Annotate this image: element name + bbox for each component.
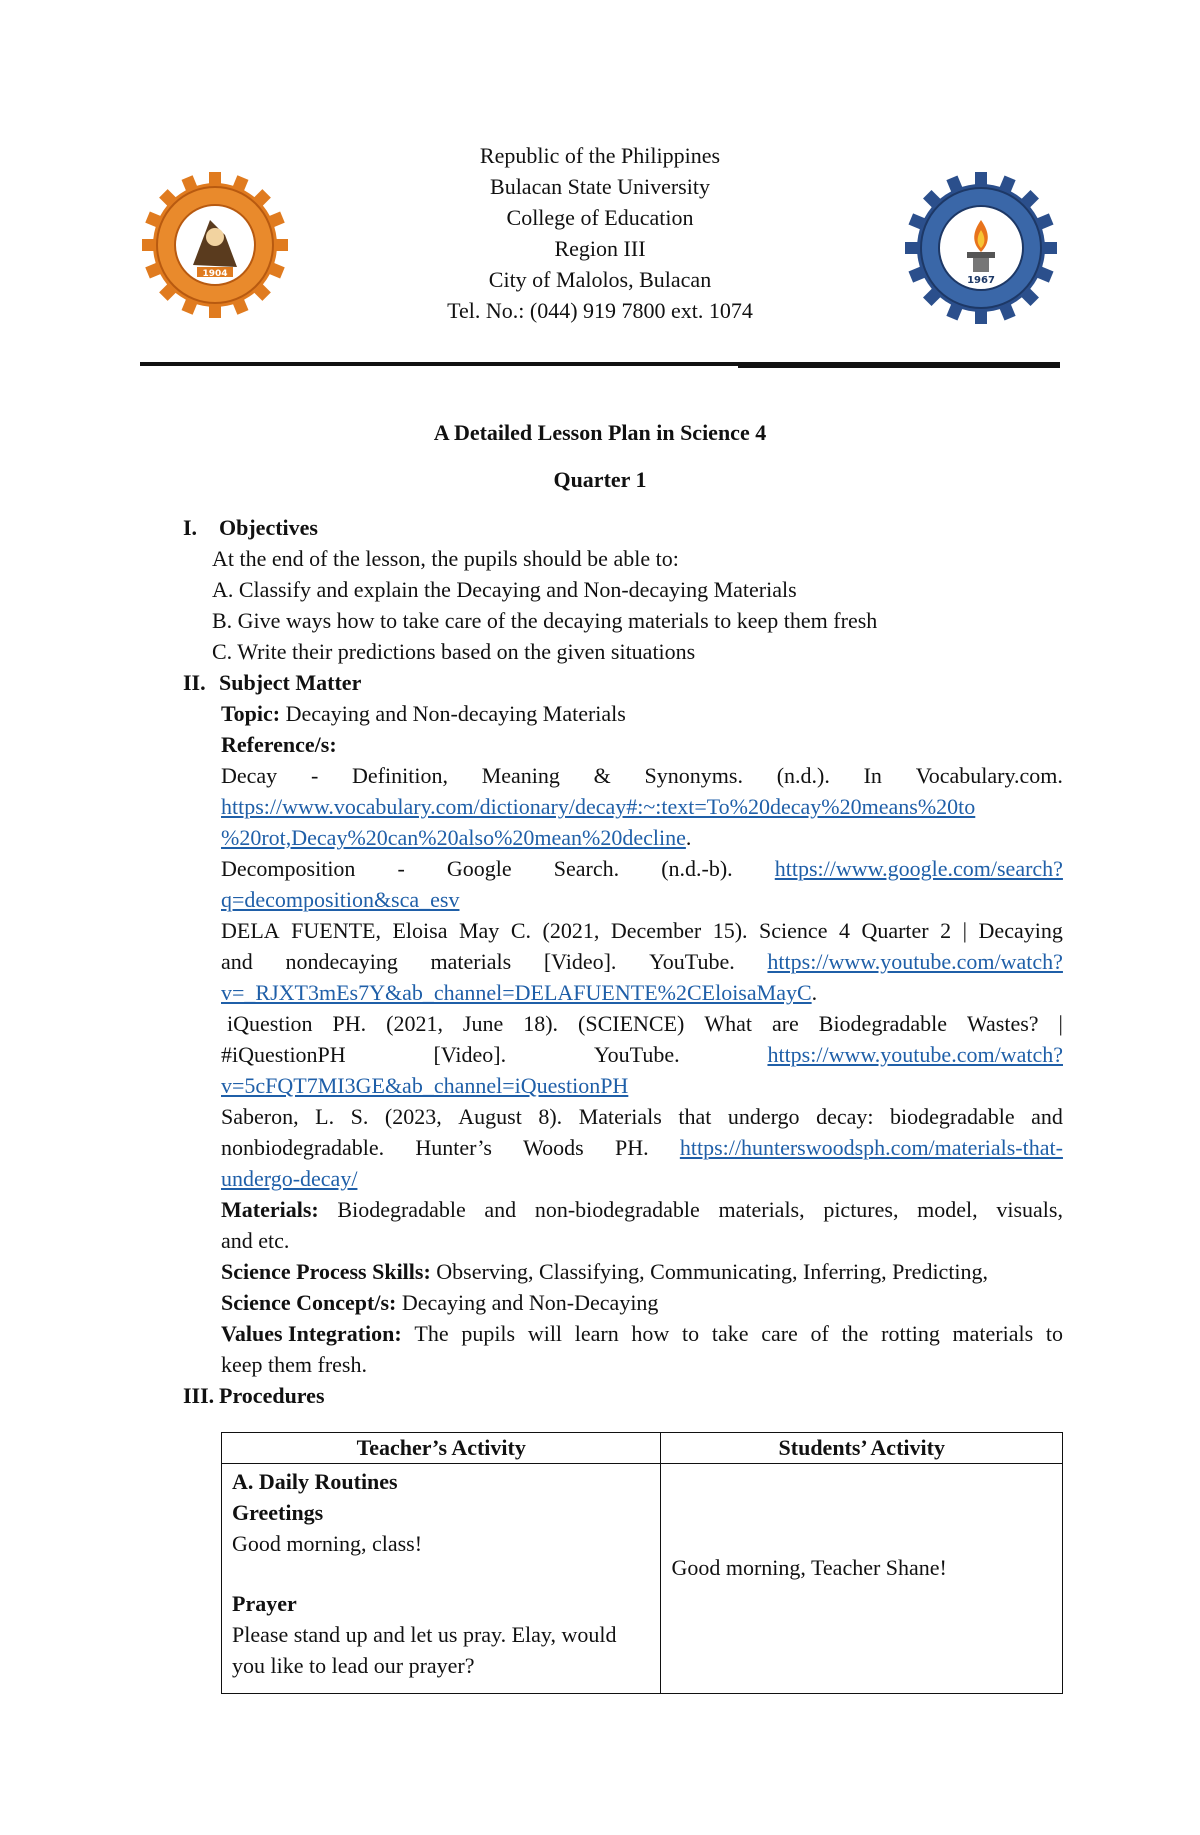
student-response: Good morning, Teacher Shane!: [671, 1555, 947, 1580]
table-row: [222, 1464, 1063, 1694]
teacher-activity-cell: [222, 1464, 661, 1694]
word: materials,: [718, 1197, 805, 1222]
word: (SCIENCE): [578, 1011, 685, 1036]
word: S.: [350, 1104, 369, 1129]
word: Saberon,: [221, 1104, 299, 1129]
word: Biodegradable: [818, 1011, 948, 1036]
table-header-row: [222, 1433, 1063, 1464]
word: PH.: [614, 1135, 649, 1160]
word: are: [771, 1011, 799, 1036]
word: |: [962, 918, 968, 943]
prayer-label: Prayer: [232, 1591, 297, 1616]
science-process-skills: [183, 1256, 1063, 1287]
topic-label: Topic:: [221, 701, 281, 726]
word: #iQuestionPH: [221, 1042, 346, 1067]
word: -: [397, 856, 405, 881]
reference-5-link-cont: [183, 1163, 1063, 1194]
skills-value: Observing, Classifying, Communicating, Inferring, Predicting,: [436, 1259, 989, 1284]
word: DELA: [221, 918, 280, 943]
word: non-biodegradable: [534, 1197, 700, 1222]
header-line-city: City of Malolos, Bulacan: [488, 267, 712, 292]
word: What: [704, 1011, 752, 1036]
reference-3-line-2: [183, 946, 1063, 977]
word: decay:: [816, 1104, 874, 1129]
word: pupils: [461, 1321, 516, 1346]
objective-item: C. Write their predictions based on the given situations: [212, 639, 696, 664]
word: pictures,: [823, 1197, 899, 1222]
word: [Video].: [433, 1042, 507, 1067]
lesson-content: [183, 512, 1063, 1411]
word: YouTube.: [593, 1042, 680, 1067]
word: |: [1058, 1011, 1063, 1036]
reference-1-link-part-2[interactable]: %20rot,Decay%20can%20also%20mean%20decline: [221, 825, 686, 850]
reference-3-link-cont: v=_RJXT3mEs7Y&ab_channel=DELAFUENTE%2CEloisaMayC.: [221, 980, 818, 1005]
word: &: [593, 763, 611, 788]
word: December: [610, 918, 702, 943]
reference-3-link-part-2[interactable]: v=_RJXT3mEs7Y&ab_channel=DELAFUENTE%2CEloisaMayC: [221, 980, 812, 1005]
skills-label: Science Process Skills:: [221, 1259, 431, 1284]
word: and: [1031, 1104, 1063, 1129]
word: 2: [940, 918, 952, 943]
word: visuals,: [996, 1197, 1063, 1222]
word: nondecaying: [285, 949, 398, 974]
word: (2023,: [384, 1104, 442, 1129]
word: C.: [510, 918, 531, 943]
word: YouTube.: [649, 949, 735, 974]
header-divider-accent: [738, 362, 1060, 368]
word: Hunter’s: [415, 1135, 492, 1160]
word: to: [682, 1321, 700, 1346]
word: Wastes?: [967, 1011, 1039, 1036]
teachers-activity-header: Teacher’s Activity: [222, 1433, 661, 1464]
word: Decay: [221, 763, 278, 788]
word: rotting: [881, 1321, 940, 1346]
header-line-university: Bulacan State University: [490, 174, 710, 199]
reference-link[interactable]: https://www.youtube.com/watch?: [767, 949, 1063, 974]
objectives-heading: I. Objectives: [183, 515, 318, 540]
reference-2-link-cont: [183, 884, 1063, 915]
reference-2-line-1: [183, 853, 1063, 884]
concept-value: Decaying and Non-Decaying: [401, 1290, 659, 1315]
objectives-intro: At the end of the lesson, the pupils should be able to:: [212, 546, 679, 571]
word: and: [221, 949, 253, 974]
word: (n.d.-b).: [661, 856, 733, 881]
word: Vocabulary.com.: [915, 763, 1063, 788]
word: (n.d.).: [776, 763, 830, 788]
greetings-label: Greetings: [232, 1500, 324, 1525]
word: materials: [430, 949, 512, 974]
document-subtitle: Quarter 1: [553, 467, 647, 492]
word: Meaning: [481, 763, 560, 788]
reference-4-line-1: [183, 1008, 1063, 1039]
word: -: [310, 763, 319, 788]
word: June: [462, 1011, 504, 1036]
word: August: [458, 1104, 522, 1129]
reference-5-link-part-2[interactable]: undergo-decay/: [221, 1166, 358, 1191]
word: how: [631, 1321, 670, 1346]
word: materials: [952, 1321, 1034, 1346]
topic-value: Decaying and Non-decaying Materials: [285, 701, 626, 726]
word: [Video].: [543, 949, 617, 974]
word: will: [527, 1321, 563, 1346]
word: the: [841, 1321, 869, 1346]
topic-line: [183, 698, 1063, 729]
word: Materials: [578, 1104, 662, 1129]
word: Decomposition: [221, 856, 356, 881]
word: Biodegradable: [337, 1197, 466, 1222]
word: care: [761, 1321, 798, 1346]
objective-item: B. Give ways how to take care of the decaying materials to keep them fresh: [212, 608, 878, 633]
reference-2-link-part-2[interactable]: q=decomposition&sca_esv: [221, 887, 460, 912]
word: nonbiodegradable.: [221, 1135, 385, 1160]
word: 18).: [523, 1011, 559, 1036]
word: model,: [917, 1197, 978, 1222]
student-activity-cell: [661, 1464, 1063, 1694]
word: FUENTE,: [291, 918, 381, 943]
word: take: [711, 1321, 749, 1346]
word: iQuestion: [227, 1011, 313, 1036]
word: Science: [759, 918, 828, 943]
references-heading: Reference/s:: [221, 732, 337, 757]
reference-1-link-part-1[interactable]: https://www.vocabulary.com/dictionary/decay#:~:text=To%20decay%20means%20to: [221, 794, 976, 819]
word: (2021,: [542, 918, 600, 943]
header-line-college: College of Education: [506, 205, 694, 230]
word: Search.: [553, 856, 620, 881]
prayer-text-line-1: Please stand up and let us pray. Elay, would: [232, 1622, 617, 1647]
reference-1-line-1: [183, 760, 1063, 791]
word: L.: [315, 1104, 335, 1129]
daily-routines-heading: A. Daily Routines: [232, 1469, 398, 1494]
objective-item: A. Classify and explain the Decaying and Non-decaying Materials: [212, 577, 797, 602]
procedures-heading: III. Procedures: [183, 1383, 325, 1408]
reference-link[interactable]: https://hunterswoodsph.com/materials-that-: [679, 1135, 1063, 1160]
subject-matter-heading: II. Subject Matter: [183, 670, 362, 695]
values-integration-line-1: [183, 1318, 1063, 1349]
institution-header: [0, 140, 1200, 326]
word: of: [810, 1321, 829, 1346]
reference-5-line-1: [183, 1101, 1063, 1132]
word: 4: [838, 918, 850, 943]
word: Eloisa: [392, 918, 448, 943]
greetings-text: Good morning, class!: [232, 1531, 423, 1556]
reference-5-line-2: [183, 1132, 1063, 1163]
inline-label: Values Integration:: [221, 1321, 402, 1346]
word: The: [414, 1321, 449, 1346]
word: 15).: [712, 918, 748, 943]
reference-3-line-1: [183, 915, 1063, 946]
word: Quarter: [861, 918, 929, 943]
word: Decaying: [978, 918, 1063, 943]
left-seal-year: 1904: [202, 269, 228, 279]
students-activity-header: Students’ Activity: [661, 1433, 1063, 1464]
reference-4-link-cont: [183, 1070, 1063, 1101]
word: PH.: [332, 1011, 367, 1036]
prayer-text-line-2: you like to lead our prayer?: [232, 1653, 475, 1678]
word: biodegradable: [890, 1104, 1015, 1129]
header-line-region: Region III: [554, 236, 646, 261]
reference-1-link-cont: %20rot,Decay%20can%20also%20mean%20decline.: [221, 825, 692, 850]
reference-link[interactable]: https://www.youtube.com/watch?: [767, 1042, 1063, 1067]
header-line-telephone: Tel. No.: (044) 919 7800 ext. 1074: [447, 298, 753, 323]
values-integration-line-2: keep them fresh.: [221, 1352, 367, 1377]
document-title: A Detailed Lesson Plan in Science 4: [433, 420, 767, 445]
materials-line-2: and etc.: [221, 1228, 290, 1253]
word: In: [863, 763, 882, 788]
word: and: [484, 1197, 517, 1222]
word: learn: [574, 1321, 619, 1346]
header-line-country: Republic of the Philippines: [479, 143, 721, 168]
word: (2021,: [386, 1011, 443, 1036]
procedures-table: [221, 1432, 1063, 1694]
word: Woods: [523, 1135, 584, 1160]
reference-link[interactable]: https://www.google.com/search?: [774, 856, 1063, 881]
word: that: [678, 1104, 712, 1129]
inline-label: Materials:: [221, 1197, 319, 1222]
word: Definition,: [352, 763, 448, 788]
word: Synonyms.: [644, 763, 743, 788]
word: 8).: [538, 1104, 563, 1129]
reference-1-link: [183, 791, 1063, 822]
word: to: [1045, 1321, 1063, 1346]
science-concepts: [183, 1287, 1063, 1318]
concept-label: Science Concept/s:: [221, 1290, 397, 1315]
reference-4-link-part-2[interactable]: v=5cFQT7MI3GE&ab_channel=iQuestionPH: [221, 1073, 629, 1098]
word: Google: [446, 856, 512, 881]
word: undergo: [727, 1104, 800, 1129]
word: May: [458, 918, 500, 943]
materials-line-1: [183, 1194, 1063, 1225]
right-seal-year: 1967: [967, 275, 995, 286]
reference-4-line-2: [183, 1039, 1063, 1070]
